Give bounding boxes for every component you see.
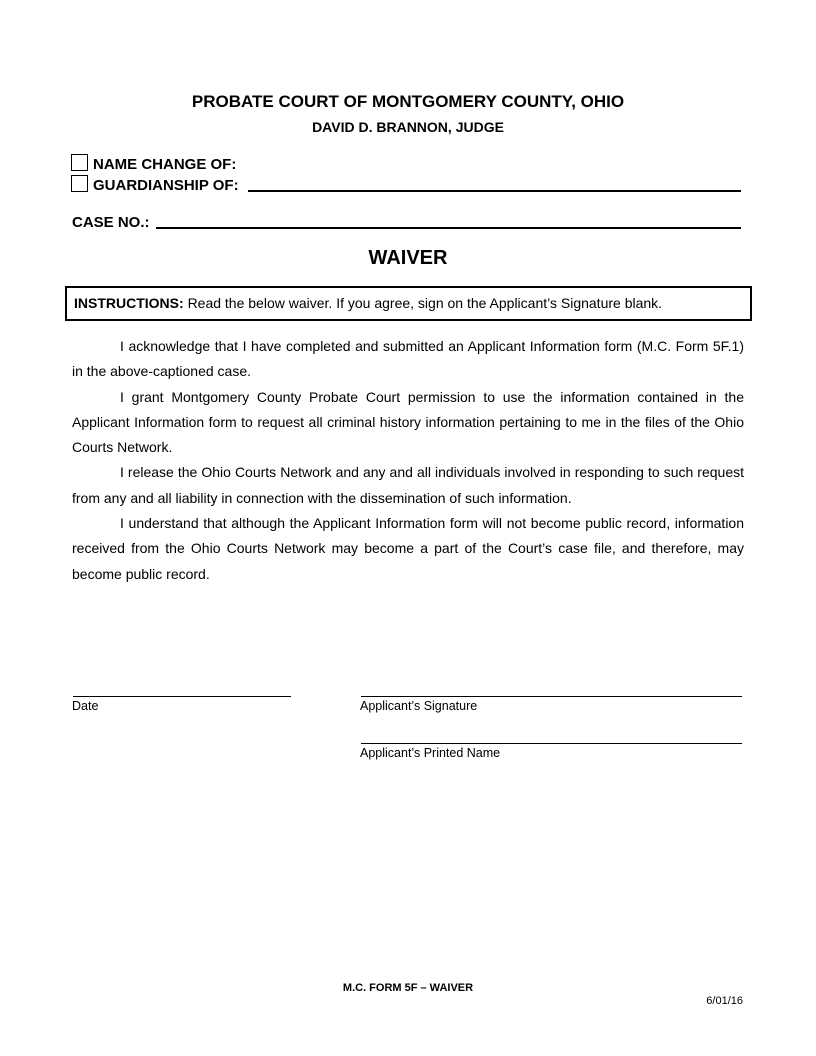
paragraph-release: I release the Ohio Courts Network and any and all individuals involved in responding to such request from any and all liability in connection with the dissemination of such information.: [72, 464, 744, 506]
printed-name-line[interactable]: [361, 743, 742, 744]
date-line[interactable]: [73, 696, 291, 697]
instructions-text: Read the below waiver. If you agree, sign on the Applicant’s Signature blank.: [187, 295, 663, 311]
revision-date: 6/01/16: [706, 995, 743, 1007]
signature-line[interactable]: [361, 696, 742, 697]
instructions-box: [65, 286, 752, 321]
guardianship-checkbox[interactable]: [71, 175, 88, 192]
guardianship-label: GUARDIANSHIP OF:: [93, 177, 239, 194]
form-id: M.C. FORM 5F – WAIVER: [342, 982, 474, 994]
name-change-checkbox[interactable]: [71, 154, 88, 171]
date-label: Date: [72, 699, 99, 713]
guardianship-field[interactable]: [248, 190, 741, 192]
paragraph-public-record: I understand that although the Applicant Information form will not become public record, information received from the Ohio Courts Network may become a part of the Court’s case file, and therefore, may become public record.: [72, 515, 744, 582]
court-name: PROBATE COURT OF MONTGOMERY COUNTY, OHIO: [191, 92, 625, 111]
case-no-field[interactable]: [156, 227, 741, 229]
name-change-label: NAME CHANGE OF:: [93, 156, 237, 173]
waiver-title: WAIVER: [368, 247, 448, 269]
printed-name-label: Applicant’s Printed Name: [360, 746, 501, 760]
waiver-body: [72, 334, 744, 587]
case-no-label: CASE NO.:: [72, 214, 150, 231]
judge-name: DAVID D. BRANNON, JUDGE: [312, 119, 504, 135]
instructions-label: INSTRUCTIONS:: [74, 295, 184, 311]
paragraph-grant-permission: I grant Montgomery County Probate Court permission to use the information contained in the Applicant Information form to request all criminal history information pertaining to me in the files of the Ohio Courts Network.: [72, 388, 744, 456]
paragraph-acknowledge: I acknowledge that I have completed and submitted an Applicant Information form (M.C. Form 5F.1) in the above-captioned case.: [72, 338, 744, 380]
signature-label: Applicant’s Signature: [360, 699, 478, 713]
